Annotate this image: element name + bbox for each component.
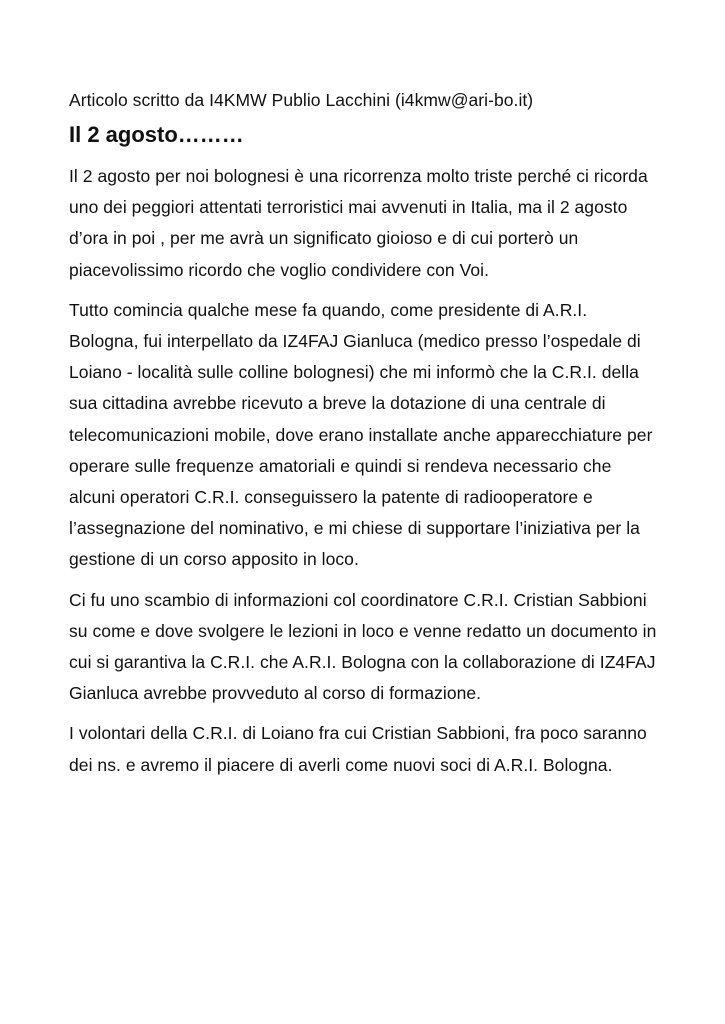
paragraph-2: Tutto comincia qualche mese fa quando, come presidente di A.R.I. Bologna, fui interpellato da IZ4FAJ Gianluca (medico presso l’ospedale di Loiano - località sulle colline bolognesi) che mi informò che la C.R.I. della sua cittadina avrebbe ricevuto a breve la dotazione di una centrale di telecomunicazioni mobile, dove erano installate anche apparecchiature per operare sulle frequenze amatoriali e quindi si rendeva necessario che alcuni operatori C.R.I. conseguissero la patente di radiooperatore e l’assegnazione del nominativo, e mi chiese di supportare l’iniziativa per la gestione di un corso apposito in loco. <box>69 299 653 570</box>
paragraph-3: Ci fu uno scambio di informazioni col coordinatore C.R.I. Cristian Sabbioni su come e dove svolgere le lezioni in loco e venne redatto un documento in cui si garantiva la C.R.I. che A.R.I. Bologna con la collaborazione di IZ4FAJ Gianluca avrebbe provveduto al corso di formazione. <box>69 589 657 704</box>
article-title: Il 2 agosto……… <box>69 122 244 147</box>
author-byline: Articolo scritto da I4KMW Publio Lacchini (i4kmw@ari-bo.it) <box>69 90 534 110</box>
paragraph-4: I volontari della C.R.I. di Loiano fra cui Cristian Sabbioni, fra poco saranno dei ns. e avremo il piacere di averli come nuovi soci di A.R.I. Bologna. <box>69 723 647 775</box>
paragraph-1: Il 2 agosto per noi bolognesi è una ricorrenza molto triste perché ci ricorda uno dei peggiori attentati terroristici mai avvenuti in Italia, ma il 2 agosto d’ora in poi , per me avrà un significato gioioso e di cui porterò un piacevolissimo ricordo che voglio condividere con Voi. <box>69 166 648 280</box>
document-page <box>69 85 659 790</box>
